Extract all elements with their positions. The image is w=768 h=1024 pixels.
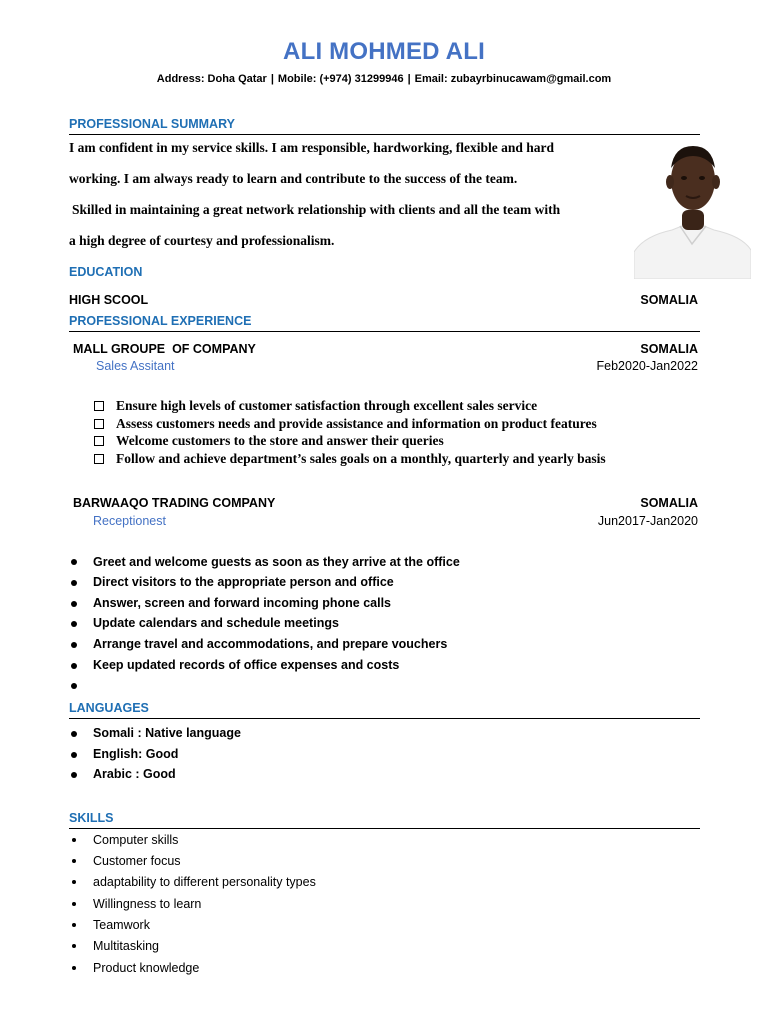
language-item: English: Good xyxy=(93,747,179,761)
candidate-name: ALI MOHMED ALI xyxy=(283,38,485,65)
bullet-icon xyxy=(72,880,76,884)
bullet-icon xyxy=(71,621,77,627)
job-bullet: Arrange travel and accommodations, and prepare vouchers xyxy=(93,637,448,651)
email-text: Email: zubayrbinucawam@gmail.com xyxy=(414,73,612,85)
education-heading: EDUCATION xyxy=(69,265,143,279)
separator: | xyxy=(407,73,411,85)
company-country: SOMALIA xyxy=(640,496,698,510)
job-bullet: Ensure high levels of customer satisfaction through excellent sales service xyxy=(116,398,538,413)
school-country: SOMALIA xyxy=(640,293,698,307)
skill-item: Multitasking xyxy=(93,939,159,953)
bullet-icon xyxy=(72,923,76,927)
company-country: SOMALIA xyxy=(640,342,698,356)
job-bullet: Follow and achieve department’s sales goals on a monthly, quarterly and yearly basis xyxy=(116,451,606,466)
address-text: Address: Doha Qatar xyxy=(156,73,267,85)
summary-line: working. I am always ready to learn and contribute to the success of the team. xyxy=(69,171,518,186)
summary-divider xyxy=(69,134,700,135)
skills-divider xyxy=(69,828,700,829)
profile-photo xyxy=(634,140,751,279)
skill-item: Willingness to learn xyxy=(93,897,202,911)
language-item: Somali : Native language xyxy=(93,726,241,740)
checkbox-bullet-icon xyxy=(94,436,104,446)
languages-divider xyxy=(69,718,700,719)
experience-heading: PROFESSIONAL EXPERIENCE xyxy=(69,314,252,328)
bullet-icon xyxy=(71,559,77,565)
skills-heading: SKILLS xyxy=(69,811,114,825)
checkbox-bullet-icon xyxy=(94,454,104,464)
bullet-icon xyxy=(71,601,77,607)
summary-heading: PROFESSIONAL SUMMARY xyxy=(69,117,235,131)
person-photo-icon xyxy=(634,140,751,279)
skill-item: Computer skills xyxy=(93,833,179,847)
skill-item: Product knowledge xyxy=(93,961,200,975)
bullet-icon xyxy=(72,902,76,906)
separator: | xyxy=(270,73,274,85)
bullet-icon xyxy=(72,859,76,863)
job-bullet: Assess customers needs and provide assistance and information on product features xyxy=(116,416,597,431)
checkbox-bullet-icon xyxy=(94,419,104,429)
bullet-icon xyxy=(71,663,77,669)
skill-item: Teamwork xyxy=(93,918,150,932)
mobile-text: Mobile: (+974) 31299946 xyxy=(277,73,404,85)
bullet-icon xyxy=(71,772,77,778)
bullet-icon xyxy=(72,838,76,842)
company-name: BARWAAQO TRADING COMPANY xyxy=(73,496,276,510)
job-role: Sales Assitant xyxy=(96,359,175,373)
job-bullet: Welcome customers to the store and answer their queries xyxy=(116,433,444,448)
job-bullet: Direct visitors to the appropriate person and office xyxy=(93,575,394,589)
school-name: HIGH SCOOL xyxy=(69,293,149,307)
company-name: MALL GROUPE OF COMPANY xyxy=(73,342,256,356)
bullet-icon xyxy=(72,966,76,970)
skill-item: Customer focus xyxy=(93,854,181,868)
job-bullet: Answer, screen and forward incoming phone calls xyxy=(93,596,391,610)
job-bullet: Greet and welcome guests as soon as they arrive at the office xyxy=(93,555,460,569)
bullet-icon xyxy=(72,944,76,948)
languages-heading: LANGUAGES xyxy=(69,701,149,715)
contact-line xyxy=(0,73,768,85)
bullet-icon xyxy=(71,642,77,648)
experience-divider xyxy=(69,331,700,332)
bullet-icon xyxy=(71,580,77,586)
job-dates: Jun2017-Jan2020 xyxy=(597,514,698,528)
summary-line: I am confident in my service skills. I am responsible, hardworking, flexible and hard xyxy=(69,140,555,155)
summary-line: Skilled in maintaining a great network relationship with clients and all the team with xyxy=(72,202,561,217)
bullet-icon xyxy=(71,731,77,737)
job-bullet: Keep updated records of office expenses and costs xyxy=(93,658,400,672)
job-role: Receptionest xyxy=(93,514,166,528)
skill-item: adaptability to different personality types xyxy=(93,875,316,889)
checkbox-bullet-icon xyxy=(94,401,104,411)
job-bullet: Update calendars and schedule meetings xyxy=(93,616,339,630)
summary-line: a high degree of courtesy and professionalism. xyxy=(69,233,335,248)
job-dates: Feb2020-Jan2022 xyxy=(596,359,698,373)
bullet-icon xyxy=(71,752,77,758)
language-item: Arabic : Good xyxy=(93,767,176,781)
bullet-icon xyxy=(71,683,77,689)
